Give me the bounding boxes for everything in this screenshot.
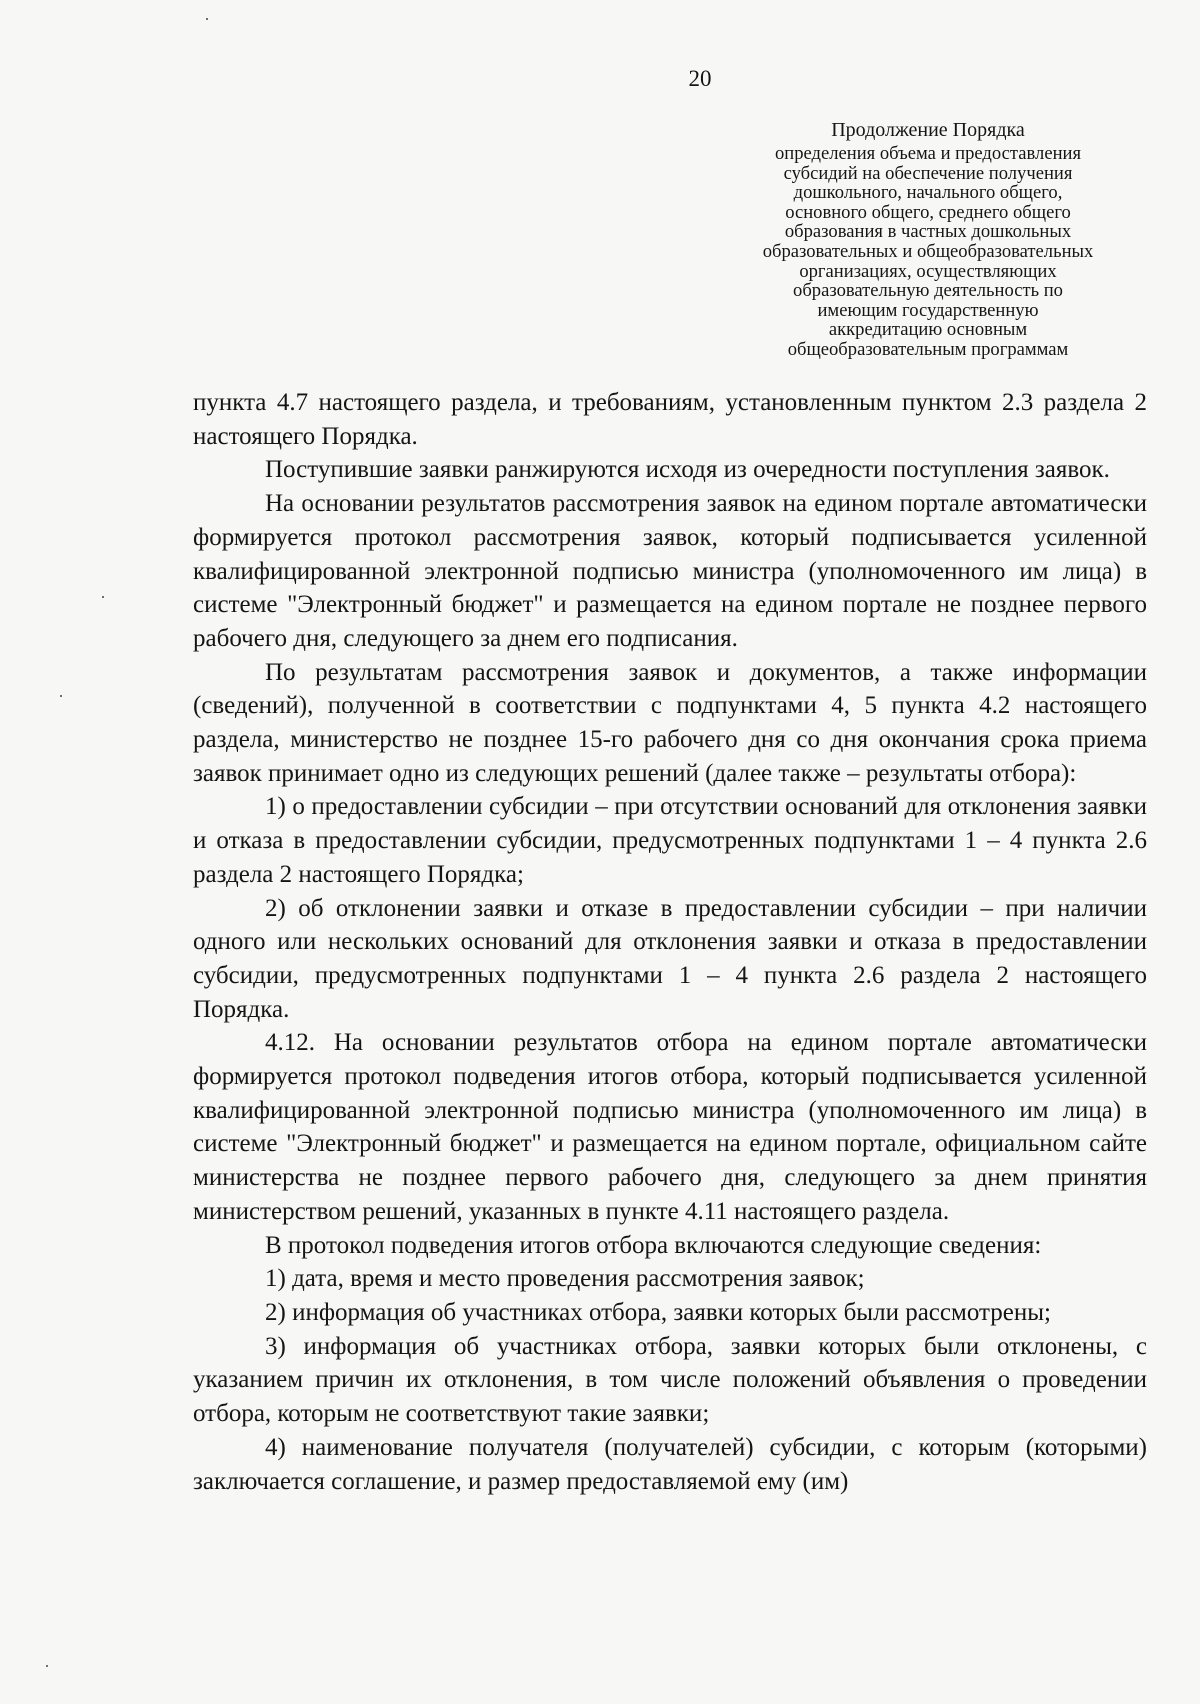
paragraph: Поступившие заявки ранжируются исходя из очередности поступления заявок. — [265, 456, 1110, 484]
paragraph: 1) о предоставлении субсидии – при отсутствии оснований для отклонения заявки и отказа в предоставлении субсидии, предусмотренных подпунктами 1 – 4 пункта 2.6 раздела 2 настоящего Порядка; — [193, 793, 1147, 888]
scan-speck — [60, 695, 62, 697]
page-number: 20 — [688, 66, 712, 91]
scan-speck — [206, 18, 208, 20]
scan-speck — [102, 596, 104, 598]
header-line: образовательных и общеобразовательных — [762, 240, 1094, 262]
header-line: субсидий на обеспечение получения — [783, 162, 1073, 184]
header-line: определения объема и предоставления — [774, 143, 1082, 164]
header-line: аккредитацию основным — [828, 319, 1028, 341]
paragraph: На основании результатов рассмотрения заявок на едином портале автоматически формируется протокол рассмотрения заявок, который подписывается усиленной квалифицированной электронной подписью министра (уполномоченного им лица) в системе "Электронный бюджет" и размещается на едином портале не позднее первого рабочего дня, следующего за днем его подписания. — [193, 490, 1147, 652]
paragraph: 2) информация об участниках отбора, заявки которых были рассмотрены; — [265, 1298, 1051, 1326]
paragraph: В протокол подведения итогов отбора включаются следующие сведения: — [265, 1231, 1042, 1259]
paragraph: 4) наименование получателя (получателей) субсидии, с которым (которыми) заключается соглашение, и размер предоставляемой ему (им) — [193, 1433, 1147, 1495]
header-line: организациях, осуществляющих — [799, 260, 1057, 282]
paragraph: 2) об отклонении заявки и отказе в предоставлении субсидии – при наличии одного или нескольких оснований для отклонения заявки и отказа в предоставлении субсидии, предусмотренных подпунктами 1 – 4 пункта 2.6 раздела 2 настоящего Порядка. — [193, 894, 1147, 1023]
paragraph: 1) дата, время и место проведения рассмотрения заявок; — [265, 1265, 865, 1293]
header-line: основного общего, среднего общего — [785, 201, 1071, 223]
scan-speck — [46, 1665, 48, 1667]
document-header — [718, 118, 1138, 360]
header-line: образовательную деятельность по — [793, 280, 1063, 302]
header-title: Продолжение Порядка — [831, 119, 1025, 141]
paragraph: По результатам рассмотрения заявок и документов, а также информации (сведений), полученной в соответствии с подпунктами 4, 5 пункта 4.2 настоящего раздела, министерство не позднее 15-го рабочего дня со дня окончания срока приема заявок принимает одно из следующих решений (далее также – результаты отбора): — [193, 658, 1147, 787]
header-line: имеющим государственную — [817, 299, 1039, 321]
paragraph: 3) информация об участниках отбора, заявки которых были отклонены, с указанием причин их отклонения, в том числе положений объявления о проведении отбора, которым не соответствуют такие заявки; — [193, 1332, 1147, 1428]
header-line: общеобразовательным программам — [787, 338, 1069, 360]
header-line: дошкольного, начального общего, — [793, 182, 1063, 204]
paragraph: 4.12. На основании результатов отбора на едином портале автоматически формируется протокол подведения итогов отбора, который подписывается усиленной квалифицированной электронной подписью министра (уполномоченного им лица) в системе "Электронный бюджет" и размещается на едином портале, официальном сайте министерства не позднее первого рабочего дня, следующего за днем принятия министерством решений, указанных в пункте 4.11 настоящего раздела. — [193, 1029, 1147, 1225]
header-line: образования в частных дошкольных — [784, 221, 1072, 243]
paragraph: пункта 4.7 настоящего раздела, и требованиям, установленным пунктом 2.3 раздела 2 настоящего Порядка. — [193, 389, 1147, 450]
document-body — [193, 386, 1147, 1498]
